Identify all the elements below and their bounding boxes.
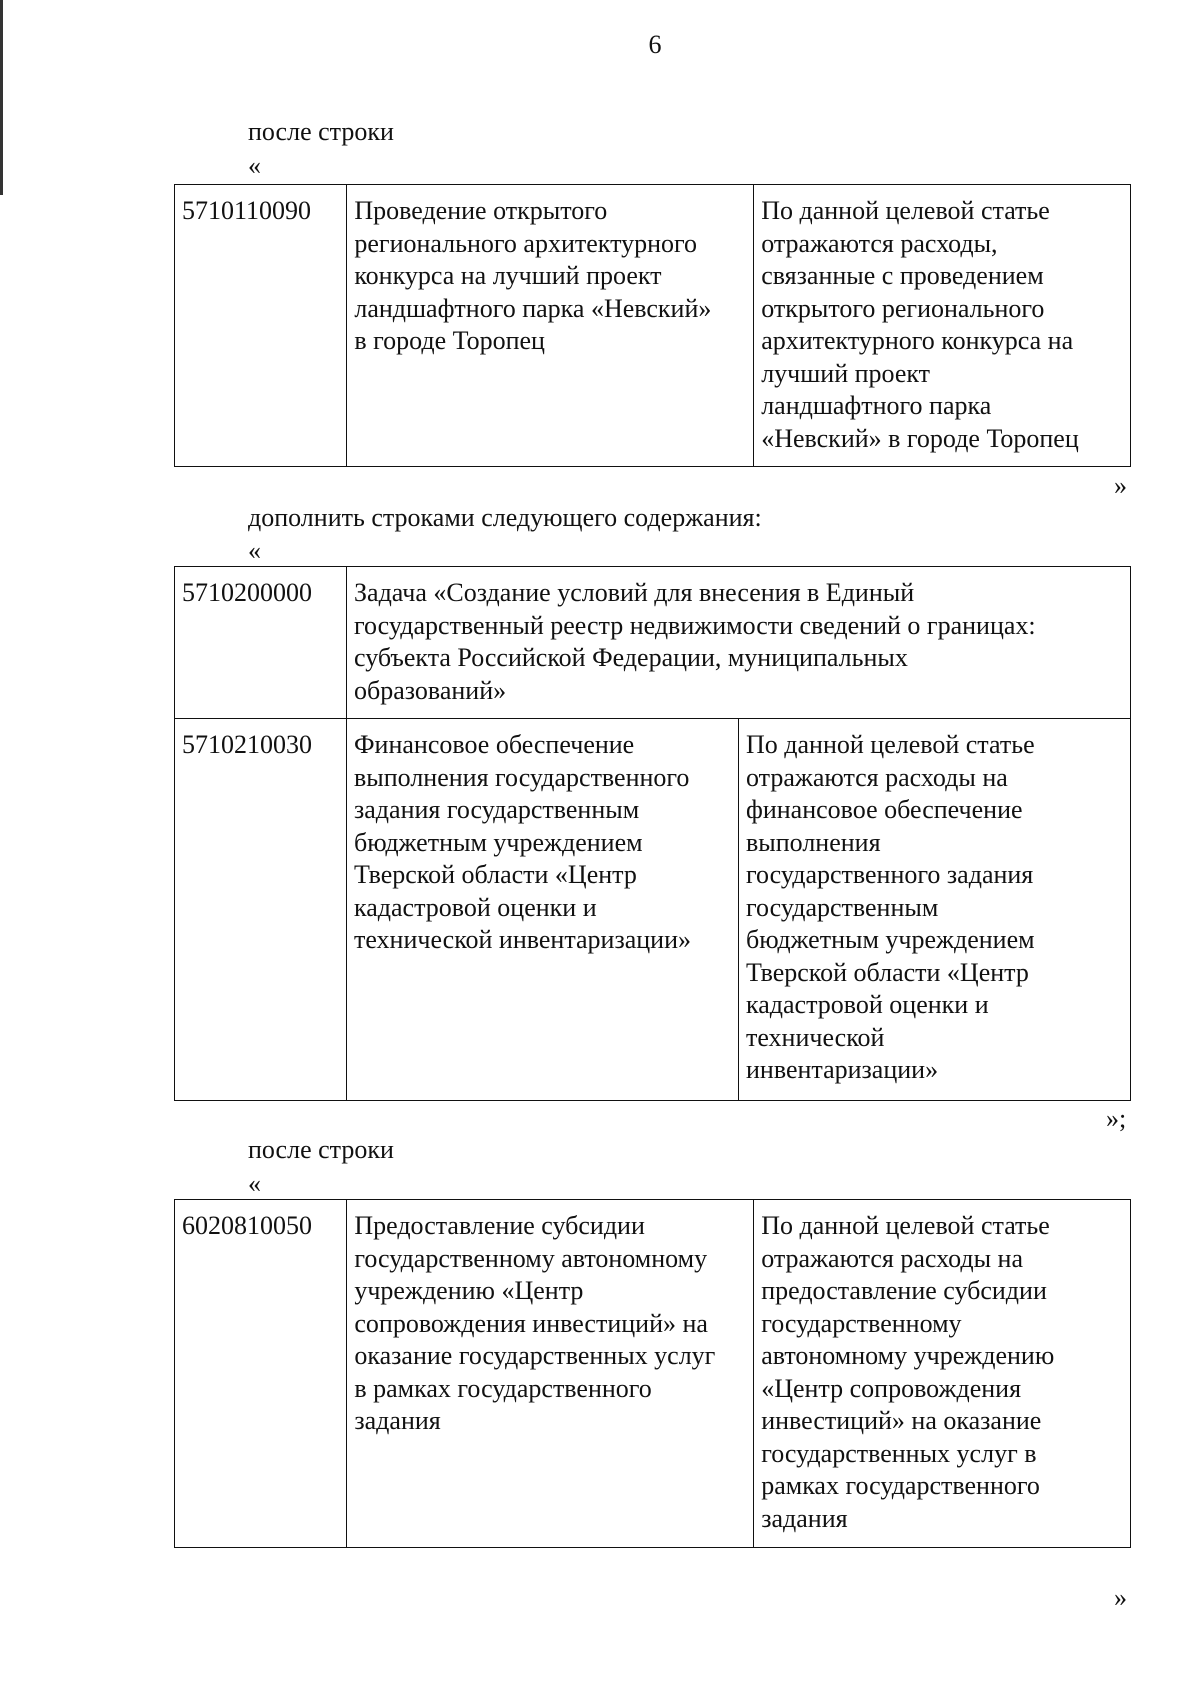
row-code: 6020810050	[175, 1200, 347, 1548]
table-row	[175, 1200, 1131, 1548]
block-3-open-quote: «	[248, 1169, 261, 1198]
page-number: 6	[648, 30, 662, 59]
row-task-name: Задача «Создание условий для внесения в Единый государственный реестр недвижимости сведений о границах: субъекта Российской Федерации, муниципальных образований»	[347, 567, 1131, 719]
block-3-table	[174, 1199, 1131, 1548]
row-description: По данной целевой статье отражаются расходы на финансовое обеспечение выполнения государственного задания государственным бюджетным учреждением Тверской области «Центр кадастровой оценки и технической инвентаризации»	[739, 719, 1131, 1101]
block-1-close-quote: »	[1114, 471, 1127, 500]
row-code: 5710210030	[175, 719, 347, 1101]
table-row	[175, 185, 1131, 467]
block-1-open-quote: «	[248, 151, 261, 180]
row-name: Финансовое обеспечение выполнения государственного задания государственным бюджетным учреждением Тверской области «Центр кадастровой оценки и технической инвентаризации»	[347, 719, 739, 1101]
row-name: Предоставление субсидии государственному автономному учреждению «Центр сопровождения инвестиций» на оказание государственных услуг в рамках государственного задания	[347, 1200, 754, 1548]
row-description: По данной целевой статье отражаются расходы на предоставление субсидии государственному автономному учреждению «Центр сопровождения инвестиций» на оказание государственных услуг в рамках государственного задания	[754, 1200, 1131, 1548]
block-2-intro: дополнить строками следующего содержания:	[248, 503, 762, 532]
block-2-table	[174, 566, 1131, 1101]
block-3-intro: после строки	[248, 1135, 394, 1164]
block-3-close-quote: »	[1114, 1583, 1127, 1612]
block-2-close-quote: »;	[1106, 1104, 1127, 1133]
row-code: 5710200000	[175, 567, 347, 719]
block-1-intro: после строки	[248, 117, 394, 146]
table-row	[175, 719, 1131, 1101]
row-name: Проведение открытого регионального архитектурного конкурса на лучший проект ландшафтного парка «Невский» в городе Торопец	[347, 185, 754, 467]
block-2-open-quote: «	[248, 536, 261, 565]
row-code: 5710110090	[175, 185, 347, 467]
row-description: По данной целевой статье отражаются расходы, связанные с проведением открытого регионального архитектурного конкурса на лучший проект ландшафтного парка «Невский» в городе Торопец	[754, 185, 1131, 467]
block-1-table	[174, 184, 1131, 467]
table-row	[175, 567, 1131, 719]
